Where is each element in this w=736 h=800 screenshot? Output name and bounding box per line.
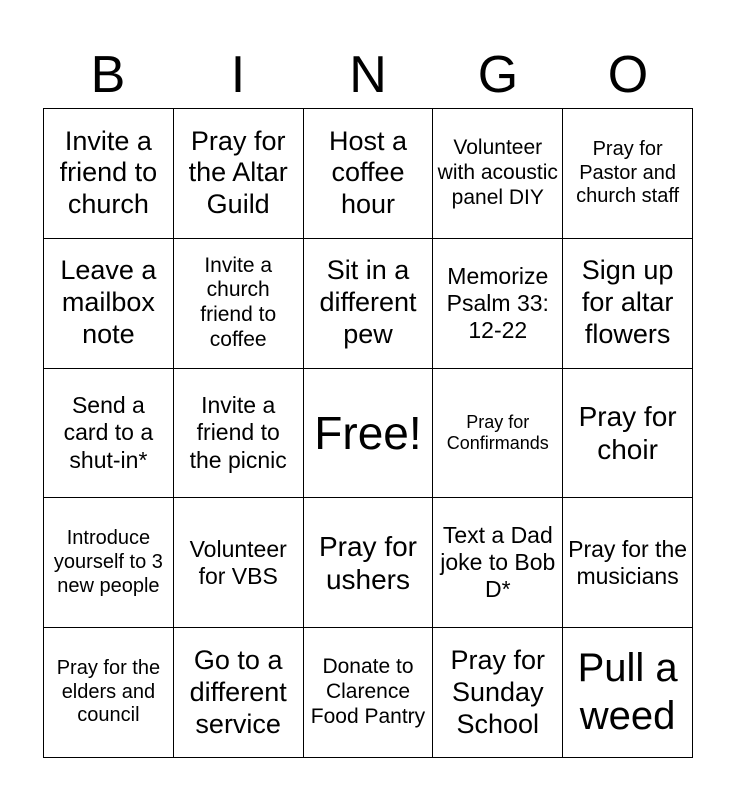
cell-text: Send a card to a shut-in* bbox=[63, 392, 154, 473]
bingo-cell bbox=[44, 239, 174, 369]
bingo-cell bbox=[304, 498, 434, 628]
bingo-cell bbox=[563, 498, 693, 628]
cell-text: Leave a mailbox note bbox=[60, 255, 157, 350]
bingo-cell bbox=[174, 239, 304, 369]
cell-text: Invite a friend to the picnic bbox=[189, 392, 287, 473]
cell-text: Donate to Clarence Food Pantry bbox=[310, 655, 426, 728]
cell-text: Volunteer with acoustic panel DIY bbox=[437, 136, 558, 209]
cell-text: Go to a different service bbox=[189, 644, 287, 739]
header-letter-o: O bbox=[607, 46, 649, 104]
cell-text: Invite a church friend to coffee bbox=[200, 253, 277, 351]
header-letter-i: I bbox=[230, 46, 246, 104]
cell-text: Pray for the elders and council bbox=[56, 657, 161, 727]
cell-text: Pray for Pastor and church staff bbox=[576, 138, 680, 208]
bingo-cell bbox=[44, 628, 174, 758]
bingo-cell bbox=[44, 498, 174, 628]
header-letter-g: G bbox=[477, 46, 519, 104]
bingo-cell bbox=[563, 109, 693, 239]
bingo-cell bbox=[174, 109, 304, 239]
cell-text: Invite a friend to church bbox=[59, 125, 158, 220]
bingo-cell bbox=[174, 498, 304, 628]
cell-text: Pray for Confirmands bbox=[446, 411, 549, 453]
cell-text: Sit in a different pew bbox=[319, 255, 417, 350]
bingo-cell bbox=[563, 628, 693, 758]
bingo-cell bbox=[433, 109, 563, 239]
bingo-cell bbox=[174, 628, 304, 758]
cell-text: Pray for the Altar Guild bbox=[188, 125, 288, 220]
bingo-cell bbox=[304, 628, 434, 758]
cell-text: Host a coffee hour bbox=[328, 125, 408, 220]
cell-text: Pray for choir bbox=[578, 400, 677, 465]
bingo-cell bbox=[433, 498, 563, 628]
cell-text: Pray for ushers bbox=[318, 530, 417, 595]
cell-text: Pull a weed bbox=[577, 646, 678, 738]
bingo-board bbox=[43, 108, 693, 758]
bingo-cell bbox=[304, 109, 434, 239]
cell-text: Pray for the musicians bbox=[568, 535, 688, 589]
free-space-text: Free! bbox=[314, 406, 422, 459]
bingo-header bbox=[43, 42, 693, 108]
cell-text: Sign up for altar flowers bbox=[581, 255, 674, 350]
bingo-cell bbox=[433, 369, 563, 499]
bingo-cell bbox=[563, 239, 693, 369]
cell-text: Volunteer for VBS bbox=[189, 535, 287, 589]
bingo-cell bbox=[44, 109, 174, 239]
cell-text: Text a Dad joke to Bob D* bbox=[440, 522, 556, 603]
bingo-cell bbox=[304, 239, 434, 369]
header-letter-b: B bbox=[90, 46, 126, 104]
bingo-cell bbox=[174, 369, 304, 499]
free-space-cell bbox=[304, 369, 434, 499]
bingo-cell bbox=[433, 628, 563, 758]
header-letter-n: N bbox=[349, 46, 387, 104]
bingo-cell bbox=[433, 239, 563, 369]
bingo-cell bbox=[563, 369, 693, 499]
cell-text: Introduce yourself to 3 new people bbox=[53, 527, 163, 597]
cell-text: Pray for Sunday School bbox=[450, 644, 546, 739]
cell-text: Memorize Psalm 33: 12-22 bbox=[446, 262, 549, 343]
bingo-cell bbox=[44, 369, 174, 499]
